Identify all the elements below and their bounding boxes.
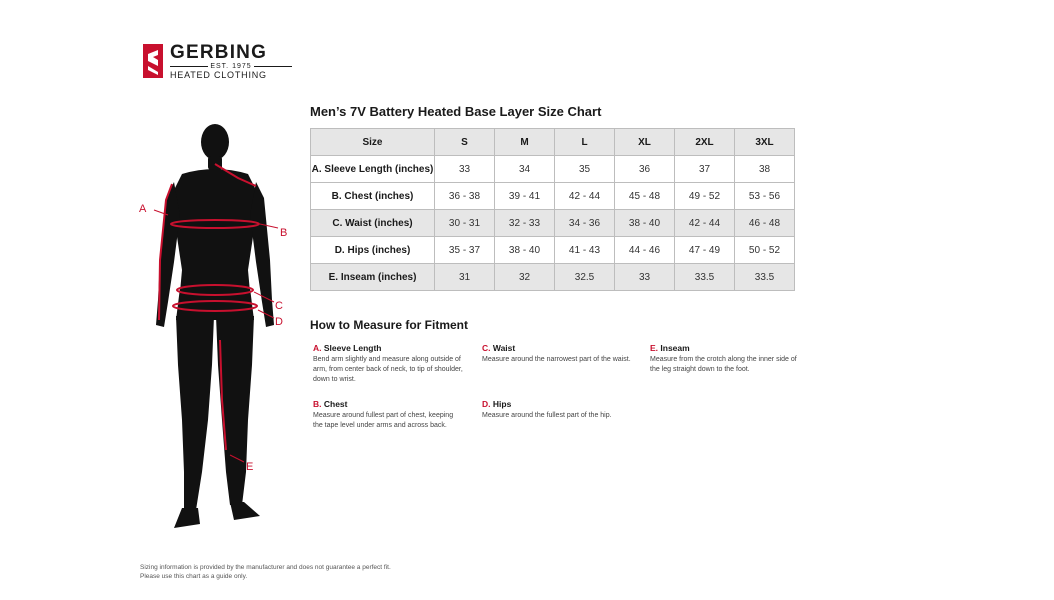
measure-desc: Bend arm slightly and measure along outside of arm, from center back of neck, to tip of shoulder, down to wrist. (313, 356, 463, 383)
measure-desc: Measure around the fullest part of the hip. (482, 412, 612, 419)
table-cell: 33 (435, 156, 495, 183)
table-cell: 34 - 36 (555, 210, 615, 237)
measure-letter: B. (313, 399, 322, 409)
size-chart-table (310, 128, 795, 291)
label-c: C (275, 300, 283, 312)
table-cell: 35 - 37 (435, 237, 495, 264)
table-cell: 35 (555, 156, 615, 183)
disclaimer-line-1: Sizing information is provided by the manufacturer and does not guarantee a perfect fit. (140, 564, 391, 571)
measure-item-waist (482, 343, 632, 365)
measure-item-sleeve (313, 343, 463, 385)
measure-desc: Measure from the crotch along the inner side of the leg straight down to the foot. (650, 356, 797, 373)
table-row (311, 156, 795, 183)
size-chart-title: Men’s 7V Battery Heated Base Layer Size Chart (310, 104, 602, 119)
table-cell: 41 - 43 (555, 237, 615, 264)
header-xl: XL (615, 129, 675, 156)
table-cell: 32.5 (555, 264, 615, 291)
row-label: B. Chest (inches) (311, 183, 435, 210)
header-s: S (435, 129, 495, 156)
header-l: L (555, 129, 615, 156)
measure-name: Sleeve Length (323, 343, 382, 353)
table-cell: 42 - 44 (675, 210, 735, 237)
table-cell: 38 - 40 (495, 237, 555, 264)
table-cell: 44 - 46 (615, 237, 675, 264)
table-row (311, 210, 795, 237)
brand-name: GERBING (170, 42, 268, 63)
label-d: D (275, 316, 283, 328)
table-cell: 31 (435, 264, 495, 291)
measure-letter: D. (482, 399, 491, 409)
table-cell: 36 - 38 (435, 183, 495, 210)
row-label: E. Inseam (inches) (311, 264, 435, 291)
measure-desc: Measure around fullest part of chest, keeping the tape level under arms and across back. (313, 412, 454, 429)
table-header-row (311, 129, 795, 156)
table-row (311, 264, 795, 291)
measure-letter: E. (650, 343, 659, 353)
measure-letter: C. (482, 343, 491, 353)
brand-est: EST. 1975 (170, 62, 292, 71)
measure-name: Inseam (660, 343, 690, 353)
measure-name: Waist (492, 343, 516, 353)
table-cell: 37 (675, 156, 735, 183)
measure-item-inseam (650, 343, 805, 375)
table-cell: 34 (495, 156, 555, 183)
label-b: B (280, 227, 288, 239)
table-cell: 50 - 52 (735, 237, 795, 264)
table-cell: 36 (615, 156, 675, 183)
row-label: C. Waist (inches) (311, 210, 435, 237)
header-3xl: 3XL (735, 129, 795, 156)
table-cell: 42 - 44 (555, 183, 615, 210)
measure-name: Hips (492, 399, 512, 409)
measure-item-hips (482, 399, 632, 421)
measure-name: Chest (323, 399, 348, 409)
brand-tagline: HEATED CLOTHING (170, 70, 267, 80)
table-cell: 46 - 48 (735, 210, 795, 237)
label-e: E (246, 461, 254, 473)
header-size: Size (311, 129, 435, 156)
measure-section-title: How to Measure for Fitment (310, 318, 469, 332)
table-cell: 33.5 (735, 264, 795, 291)
row-label: D. Hips (inches) (311, 237, 435, 264)
table-cell: 32 (495, 264, 555, 291)
table-cell: 33.5 (675, 264, 735, 291)
gerbing-logo-icon (140, 42, 166, 80)
label-a: A (139, 203, 147, 215)
table-cell: 33 (615, 264, 675, 291)
measure-letter: A. (313, 343, 322, 353)
measure-desc: Measure around the narrowest part of the waist. (482, 356, 631, 363)
row-label: A. Sleeve Length (inches) (311, 156, 435, 183)
table-cell: 47 - 49 (675, 237, 735, 264)
body-silhouette (156, 124, 274, 528)
table-cell: 39 - 41 (495, 183, 555, 210)
body-measurement-figure (130, 120, 300, 550)
measure-item-chest (313, 399, 463, 431)
table-cell: 49 - 52 (675, 183, 735, 210)
table-cell: 38 (735, 156, 795, 183)
table-cell: 45 - 48 (615, 183, 675, 210)
table-cell: 53 - 56 (735, 183, 795, 210)
header-2xl: 2XL (675, 129, 735, 156)
table-cell: 32 - 33 (495, 210, 555, 237)
table-row (311, 237, 795, 264)
disclaimer-line-2: Please use this chart as a guide only. (140, 573, 248, 580)
table-row (311, 183, 795, 210)
brand-logo (140, 42, 300, 82)
table-cell: 38 - 40 (615, 210, 675, 237)
disclaimer (140, 563, 460, 581)
table-cell: 30 - 31 (435, 210, 495, 237)
header-m: M (495, 129, 555, 156)
